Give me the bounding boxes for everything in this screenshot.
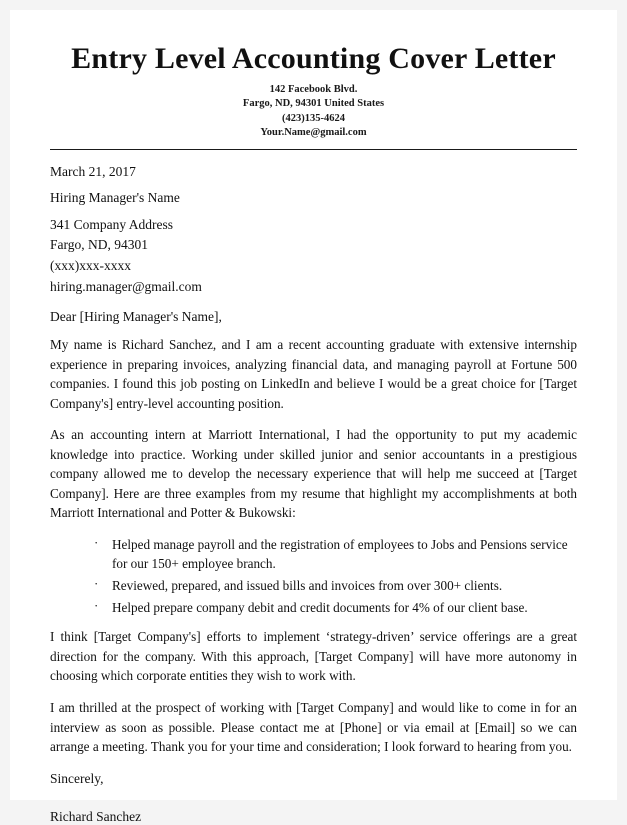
recipient-name: Hiring Manager's Name [50, 190, 180, 206]
salutation: Dear [Hiring Manager's Name], [50, 309, 222, 325]
sender-email: Your.Name@gmail.com [260, 127, 367, 139]
sender-contact-block [50, 83, 577, 141]
recipient-city-line: Fargo, ND, 94301 [50, 237, 149, 253]
list-item: · Helped manage payroll and the registration of employees to Jobs and Pensions service for our 150+ employee branch. [94, 535, 577, 573]
recipient-address-line: 341 Company Address [50, 216, 173, 232]
signature-name: Richard Sanchez [50, 808, 142, 824]
body-paragraph-3: I think [Target Company's] efforts to implement ‘strategy-driven’ service offerings are a great direction for the company. With this approach, [Target Company] will have more autonomy in choosing which corporate entities they wish to work with. [50, 629, 577, 684]
body-paragraph-2: As an accounting intern at Marriott International, I had the opportunity to put my academic knowledge into practice. Working under skilled junior and senior accountants in a prestigious company allowed me to develop the necessary experience that will help me succeed at [Target Company]. Here are three examples from my resume that highlight my accomplishments at both Marriott International and Potter & Bukowski: [50, 427, 577, 521]
body-paragraph-1: My name is Richard Sanchez, and I am a recent accounting graduate with extensive internship experience in preparing invoices, analyzing financial data, and managing payroll at Fortune 500 companies. I found this job posting on LinkedIn and believe I would be a great choice for [Target Company's] entry-level accounting position. [50, 337, 577, 411]
list-item: · Helped prepare company debit and credit documents for 4% of our client base. [94, 598, 577, 617]
recipient-phone: (xxx)xxx-xxxx [50, 258, 131, 273]
page-title: Entry Level Accounting Cover Letter [71, 42, 556, 75]
body-paragraph-4: I am thrilled at the prospect of working with [Target Company] and would like to come in for an interview as soon as possible. Please contact me at [Phone] or via email at [Email] so we can arrange a meeting. Thank you for your time and consideration; I look forward to hearing from you. [50, 699, 577, 755]
sender-city-line: Fargo, ND, 94301 United States [242, 98, 385, 110]
letter-heading-block [50, 162, 577, 297]
letter-date: March 21, 2017 [50, 163, 136, 179]
list-item: · Reviewed, prepared, and issued bills and invoices from over 300+ clients. [94, 576, 577, 595]
sender-address-line: 142 Facebook Blvd. [269, 84, 358, 95]
accomplishments-list [50, 535, 577, 618]
sender-phone: (423)135-4624 [282, 112, 345, 124]
cover-letter-page [10, 10, 617, 824]
header-divider [50, 149, 577, 150]
recipient-email: hiring.manager@gmail.com [50, 278, 202, 294]
closing-line: Sincerely, [50, 770, 104, 786]
